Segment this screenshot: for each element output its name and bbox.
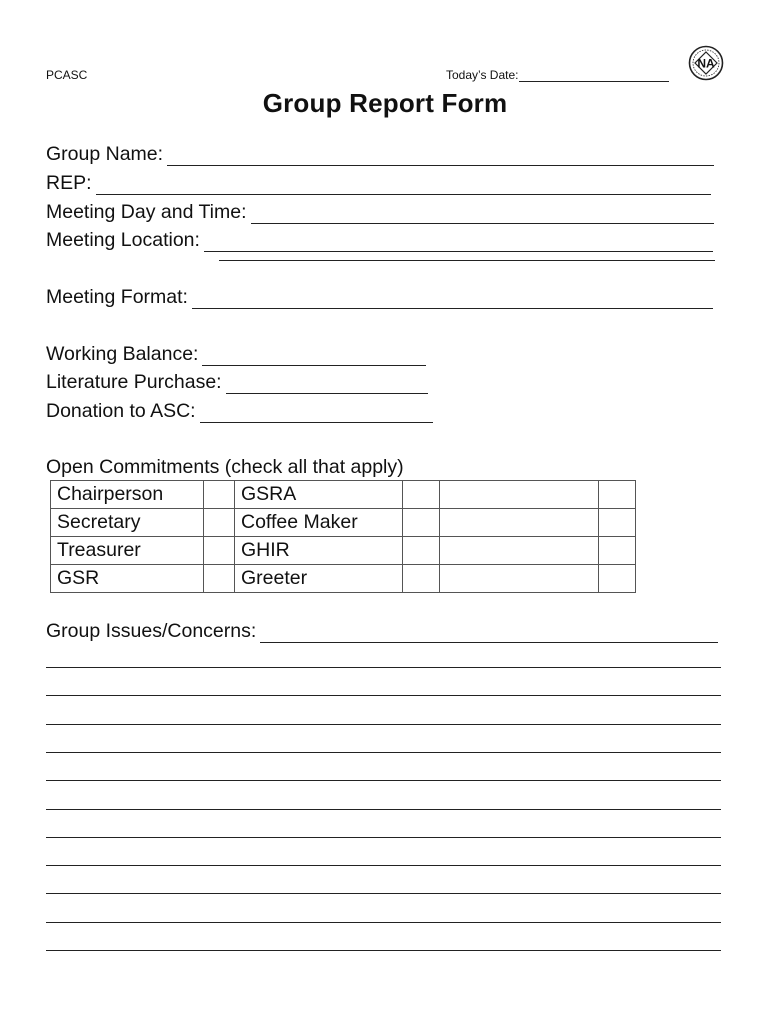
commitment-blank-field[interactable]	[440, 509, 599, 537]
commitment-checkbox[interactable]	[204, 537, 235, 565]
meeting-location-line-2[interactable]	[219, 260, 715, 261]
meeting-format-field[interactable]	[46, 286, 713, 309]
rep-line[interactable]	[96, 177, 711, 195]
rep-field[interactable]	[46, 172, 711, 195]
meeting-format-line[interactable]	[192, 291, 713, 309]
group-issues-label: Group Issues/Concerns:	[46, 620, 257, 642]
commitment-label: GSRA	[235, 481, 403, 509]
commitment-checkbox[interactable]	[204, 565, 235, 593]
issue-line[interactable]	[46, 922, 721, 923]
commitment-checkbox[interactable]	[403, 509, 440, 537]
table-row	[51, 565, 636, 593]
date-field	[446, 68, 669, 82]
commitment-checkbox[interactable]	[204, 509, 235, 537]
table-row	[51, 481, 636, 509]
meeting-format-label: Meeting Format:	[46, 286, 188, 308]
commitment-checkbox[interactable]	[599, 537, 636, 565]
donation-label: Donation to ASC:	[46, 400, 196, 422]
donation-field[interactable]	[46, 400, 433, 423]
commitment-label: Greeter	[235, 565, 403, 593]
issue-line[interactable]	[46, 809, 721, 810]
issue-line[interactable]	[46, 752, 721, 753]
meeting-location-label: Meeting Location:	[46, 229, 200, 251]
commitment-blank-field[interactable]	[440, 537, 599, 565]
group-name-line[interactable]	[167, 148, 714, 166]
issue-line[interactable]	[46, 893, 721, 894]
commitment-checkbox[interactable]	[403, 565, 440, 593]
issue-line[interactable]	[46, 780, 721, 781]
donation-line[interactable]	[200, 405, 433, 423]
commitment-label: Coffee Maker	[235, 509, 403, 537]
issue-line[interactable]	[46, 950, 721, 951]
working-balance-line[interactable]	[202, 348, 426, 366]
page-title: Group Report Form	[262, 88, 508, 118]
meeting-day-time-field[interactable]	[46, 201, 714, 224]
group-issues-field[interactable]	[46, 620, 718, 643]
issue-line[interactable]	[46, 865, 721, 866]
literature-purchase-line[interactable]	[226, 376, 428, 394]
commitment-label: Treasurer	[51, 537, 204, 565]
literature-purchase-label: Literature Purchase:	[46, 371, 222, 393]
table-row	[51, 509, 636, 537]
commitment-checkbox[interactable]	[599, 509, 636, 537]
table-row	[51, 537, 636, 565]
commitment-label: GSR	[51, 565, 204, 593]
commitment-checkbox[interactable]	[599, 565, 636, 593]
commitment-checkbox[interactable]	[599, 481, 636, 509]
commitment-blank-field[interactable]	[440, 481, 599, 509]
meeting-day-time-line[interactable]	[251, 206, 714, 224]
logo-text: NA	[697, 56, 715, 71]
issue-line[interactable]	[46, 837, 721, 838]
issue-line[interactable]	[46, 724, 721, 725]
commitment-checkbox[interactable]	[403, 481, 440, 509]
na-logo	[688, 45, 724, 81]
working-balance-field[interactable]	[46, 343, 426, 366]
meeting-location-field[interactable]	[46, 229, 713, 252]
commitment-label: GHIR	[235, 537, 403, 565]
issue-line[interactable]	[46, 695, 721, 696]
meeting-location-line[interactable]	[204, 234, 713, 252]
group-name-field[interactable]	[46, 143, 714, 166]
commitments-table	[50, 480, 636, 593]
commitment-checkbox[interactable]	[204, 481, 235, 509]
meeting-day-time-label: Meeting Day and Time:	[46, 201, 247, 223]
issue-line[interactable]	[46, 667, 721, 668]
commitment-label: Secretary	[51, 509, 204, 537]
group-name-label: Group Name:	[46, 143, 164, 165]
group-issues-line[interactable]	[260, 625, 718, 643]
commitment-blank-field[interactable]	[440, 565, 599, 593]
date-label: Today’s Date:	[446, 68, 519, 82]
org-name: PCASC	[46, 68, 88, 82]
commitment-checkbox[interactable]	[403, 537, 440, 565]
commitment-label: Chairperson	[51, 481, 204, 509]
rep-label: REP:	[46, 172, 92, 194]
literature-purchase-field[interactable]	[46, 371, 428, 394]
working-balance-label: Working Balance:	[46, 343, 199, 365]
commitments-heading: Open Commitments (check all that apply)	[46, 456, 404, 478]
date-input-line[interactable]	[519, 69, 669, 82]
